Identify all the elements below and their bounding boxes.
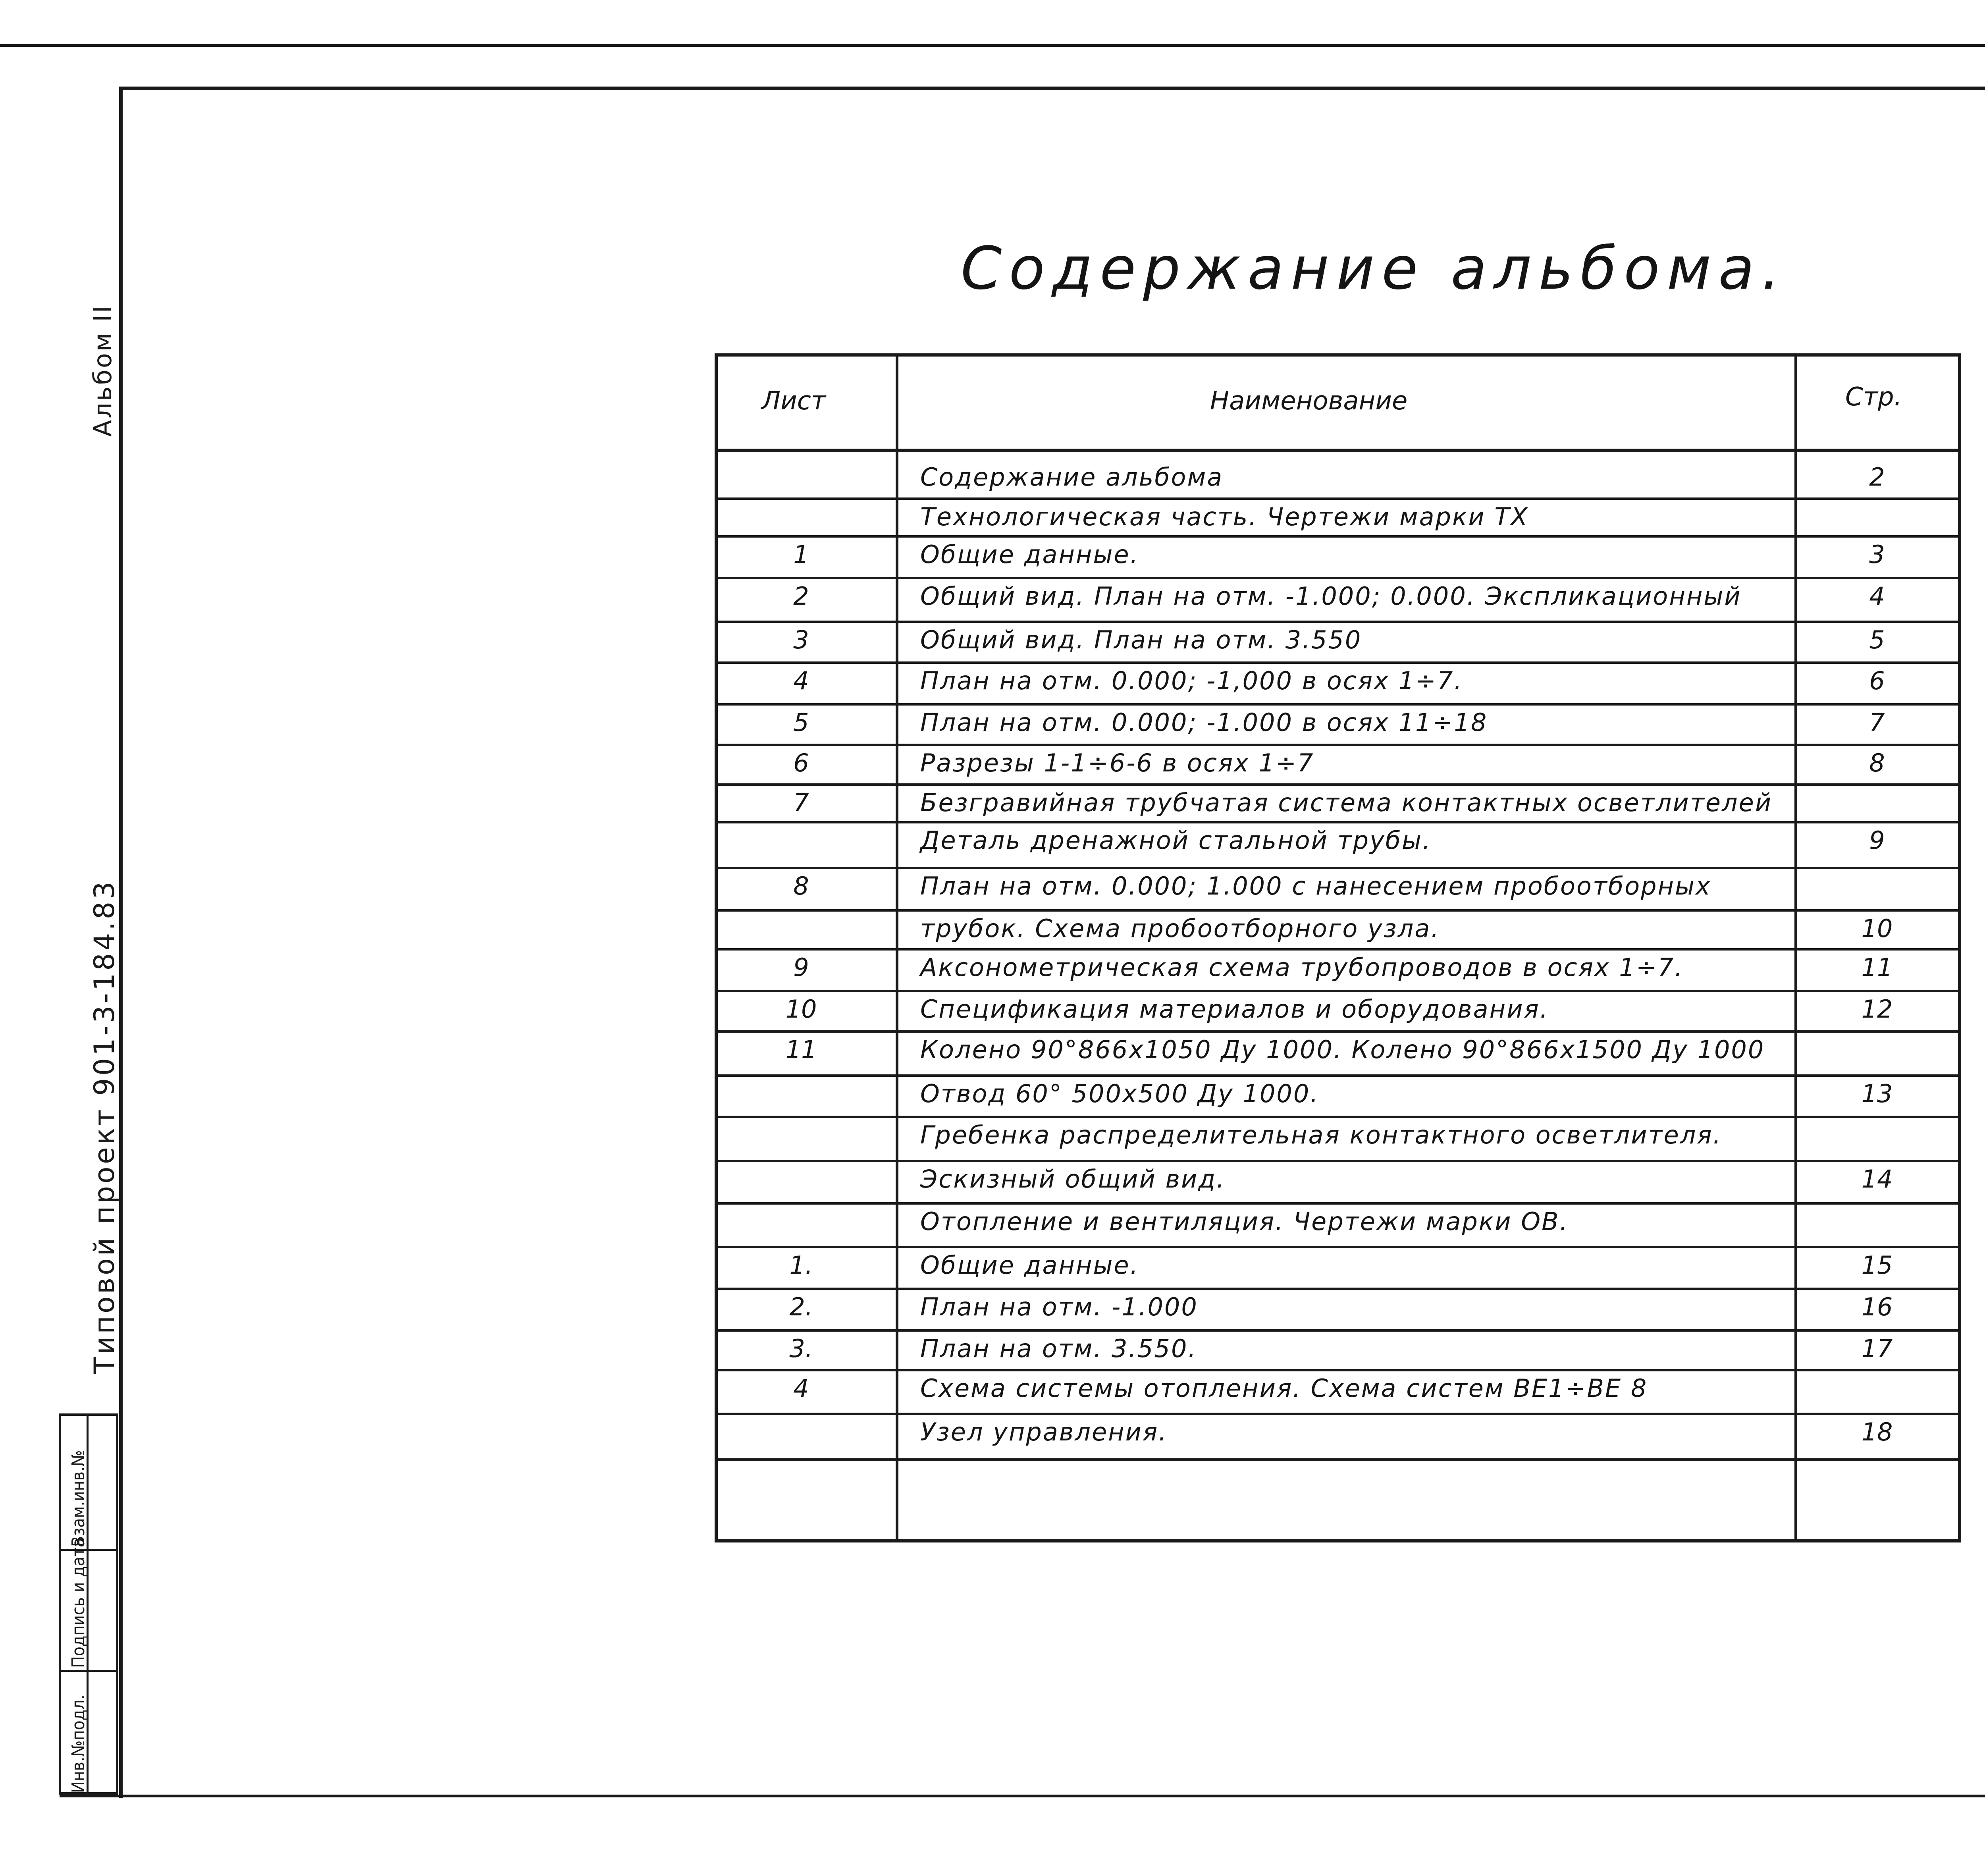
row-name: Эскизный общий вид. (920, 1165, 1226, 1193)
row-divider (718, 535, 1958, 538)
row-name: Гребенка распределительная контактного осветлителя. (920, 1120, 1722, 1149)
row-page: 3 (1869, 540, 1885, 569)
row-divider (718, 1160, 1958, 1162)
row-name: План на отм. 0.000; 1.000 с нанесением пробоотборных (920, 871, 1711, 900)
row-divider (718, 1246, 1958, 1248)
row-sheet-number: 4 (793, 666, 809, 695)
row-name: Узел управления. (920, 1417, 1168, 1446)
row-name: План на отм. -1.000 (920, 1292, 1198, 1321)
row-page: 4 (1869, 582, 1885, 611)
row-page: 10 (1861, 914, 1893, 943)
row-name: Общий вид. План на отм. -1.000; 0.000. Экспликационный (920, 582, 1742, 611)
header-divider (718, 449, 1958, 452)
row-page: 17 (1861, 1334, 1893, 1363)
row-divider (718, 577, 1958, 579)
stamp-label-replace: Взам.инв.№ (68, 1450, 89, 1547)
frame-inner-top (119, 87, 1985, 90)
row-name: Колено 90°866x1050 Ду 1000. Колено 90°866x1500 Ду 1000 (920, 1035, 1765, 1064)
row-sheet-number: 1 (793, 540, 809, 569)
row-sheet-number: 1. (789, 1251, 813, 1280)
row-page: 15 (1861, 1251, 1893, 1280)
row-divider (718, 1288, 1958, 1290)
row-divider (718, 497, 1958, 500)
project-label: Типовой проект 901-3-184.83 (88, 879, 121, 1374)
row-sheet-number: 10 (785, 995, 817, 1024)
row-sheet-number: 3. (789, 1334, 813, 1363)
row-divider (718, 1369, 1958, 1371)
row-name: Схема системы отопления. Схема систем ВЕ1÷ВЕ 8 (920, 1374, 1648, 1403)
page-title: Содержание альбома. (961, 234, 1788, 303)
binding-stamp (59, 1413, 118, 1795)
row-name: Отвод 60° 500x500 Ду 1000. (920, 1079, 1319, 1108)
row-page: 6 (1869, 666, 1885, 695)
row-sheet-number: 11 (785, 1035, 817, 1064)
row-divider (718, 1202, 1958, 1205)
row-divider (718, 783, 1958, 786)
header-page: Стр. (1845, 382, 1902, 412)
album-label: Альбом II (88, 304, 117, 437)
row-divider (718, 1413, 1958, 1415)
row-name: План на отм. 0.000; -1,000 в осях 1÷7. (920, 666, 1463, 695)
row-name: Спецификация материалов и оборудования. (920, 995, 1549, 1024)
row-divider (718, 1458, 1958, 1461)
stamp-divider (61, 1670, 116, 1672)
row-page: 9 (1869, 826, 1885, 855)
row-divider (718, 1030, 1958, 1033)
row-page: 11 (1861, 953, 1893, 982)
row-sheet-number: 2. (789, 1292, 813, 1321)
row-page: 5 (1869, 625, 1885, 654)
row-name: Содержание альбома (920, 463, 1224, 492)
stamp-label-inv: Инв.№подл. (68, 1695, 89, 1793)
row-name: Отопление и вентиляция. Чертежи марки ОВ. (920, 1207, 1569, 1236)
row-sheet-number: 9 (793, 953, 809, 982)
row-divider (718, 703, 1958, 706)
row-page: 8 (1869, 748, 1885, 777)
contents-table (715, 353, 1961, 1542)
row-name: План на отм. 0.000; -1.000 в осях 11÷18 (920, 708, 1488, 737)
row-divider (718, 867, 1958, 869)
row-divider (718, 948, 1958, 951)
row-name: Деталь дренажной стальной трубы. (920, 826, 1432, 855)
row-page: 12 (1861, 995, 1893, 1024)
row-sheet-number: 4 (793, 1374, 809, 1403)
header-sheet: Лист (761, 386, 826, 416)
row-name: Технологическая часть. Чертежи марки ТХ (920, 502, 1529, 531)
stamp-label-signature: Подпись и дата (68, 1538, 89, 1668)
frame-outer-top (0, 44, 1985, 47)
row-page: 18 (1861, 1417, 1893, 1446)
row-sheet-number: 5 (793, 708, 809, 737)
row-divider (718, 1074, 1958, 1077)
row-page: 13 (1861, 1079, 1893, 1108)
row-divider (718, 1116, 1958, 1118)
row-name: Общие данные. (920, 540, 1139, 569)
row-divider (718, 744, 1958, 746)
row-page: 16 (1861, 1292, 1893, 1321)
row-divider (718, 909, 1958, 912)
row-page: 14 (1861, 1165, 1893, 1193)
row-divider (718, 621, 1958, 623)
row-sheet-number: 7 (793, 788, 809, 817)
row-page: 7 (1869, 708, 1885, 737)
row-name: Разрезы 1-1÷6-6 в осях 1÷7 (920, 748, 1314, 777)
row-name: Общие данные. (920, 1251, 1139, 1280)
row-sheet-number: 3 (793, 625, 809, 654)
frame-bottom (60, 1795, 1985, 1797)
row-name: Общий вид. План на отм. 3.550 (920, 625, 1362, 654)
row-divider (718, 1329, 1958, 1332)
row-name: План на отм. 3.550. (920, 1334, 1197, 1363)
row-name: Аксонометрическая схема трубопроводов в осях 1÷7. (920, 953, 1684, 982)
row-sheet-number: 8 (793, 871, 809, 900)
row-divider (718, 661, 1958, 664)
row-sheet-number: 6 (793, 748, 809, 777)
row-name: трубок. Схема пробоотборного узла. (920, 914, 1440, 943)
row-divider (718, 990, 1958, 992)
row-sheet-number: 2 (793, 582, 809, 611)
row-page: 2 (1869, 463, 1885, 492)
row-divider (718, 821, 1958, 823)
row-name: Безгравийная трубчатая система контактных осветлителей (920, 788, 1773, 817)
header-name: Наименование (1210, 386, 1408, 416)
